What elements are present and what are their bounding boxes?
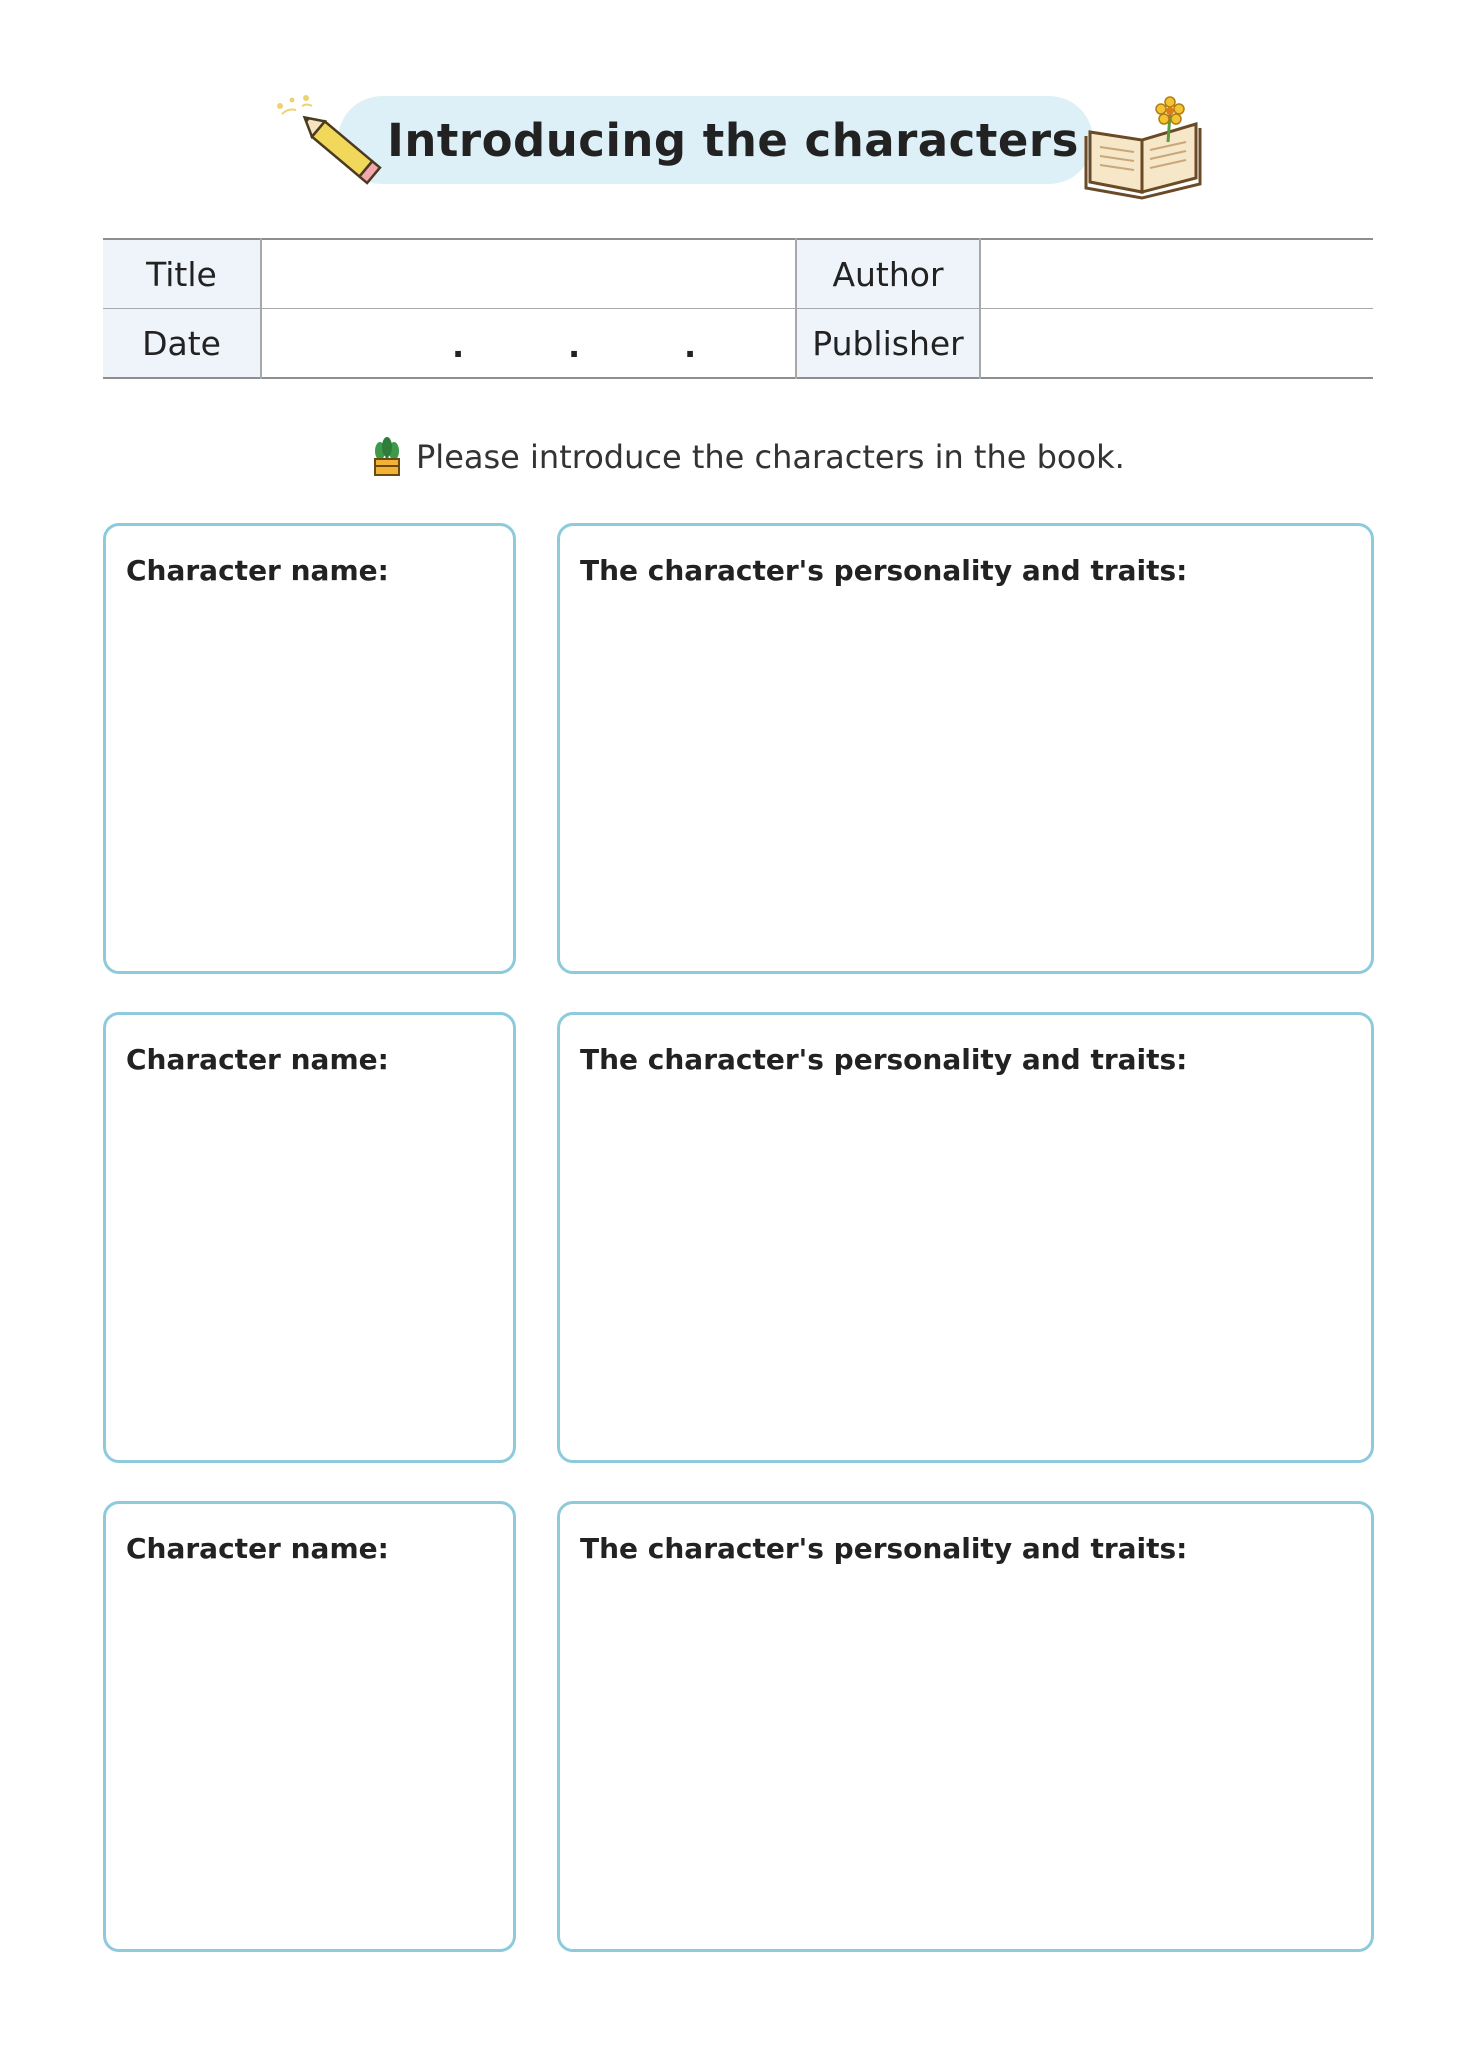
page-title: Introducing the characters — [387, 113, 1079, 167]
book-info-table — [103, 238, 1373, 379]
character-traits-label: The character's personality and traits: — [580, 554, 1188, 587]
table-row — [103, 309, 1373, 379]
publisher-field[interactable] — [980, 309, 1373, 379]
open-book-icon — [1080, 92, 1210, 202]
instruction-text: Please introduce the characters in the book. — [416, 438, 1125, 476]
character-name-box[interactable] — [103, 1012, 516, 1463]
character-name-label: Character name: — [126, 1532, 389, 1565]
date-label: Date — [103, 309, 261, 379]
date-separator: . — [684, 327, 697, 365]
instruction — [370, 432, 1125, 482]
character-name-box[interactable] — [103, 1501, 516, 1952]
date-field[interactable] — [261, 309, 796, 379]
character-traits-label: The character's personality and traits: — [580, 1043, 1188, 1076]
title-label: Title — [103, 239, 261, 309]
character-traits-label: The character's personality and traits: — [580, 1532, 1188, 1565]
potted-plant-icon — [370, 437, 404, 477]
character-name-box[interactable] — [103, 523, 516, 974]
character-name-label: Character name: — [126, 554, 389, 587]
author-label: Author — [796, 239, 980, 309]
date-separator: . — [568, 327, 581, 365]
character-traits-box[interactable] — [557, 1501, 1374, 1952]
character-traits-box[interactable] — [557, 523, 1374, 974]
character-traits-box[interactable] — [557, 1012, 1374, 1463]
title-field[interactable] — [261, 239, 796, 309]
character-name-label: Character name: — [126, 1043, 389, 1076]
author-field[interactable] — [980, 239, 1373, 309]
table-row — [103, 239, 1373, 309]
date-separator: . — [452, 327, 465, 365]
publisher-label: Publisher — [796, 309, 980, 379]
